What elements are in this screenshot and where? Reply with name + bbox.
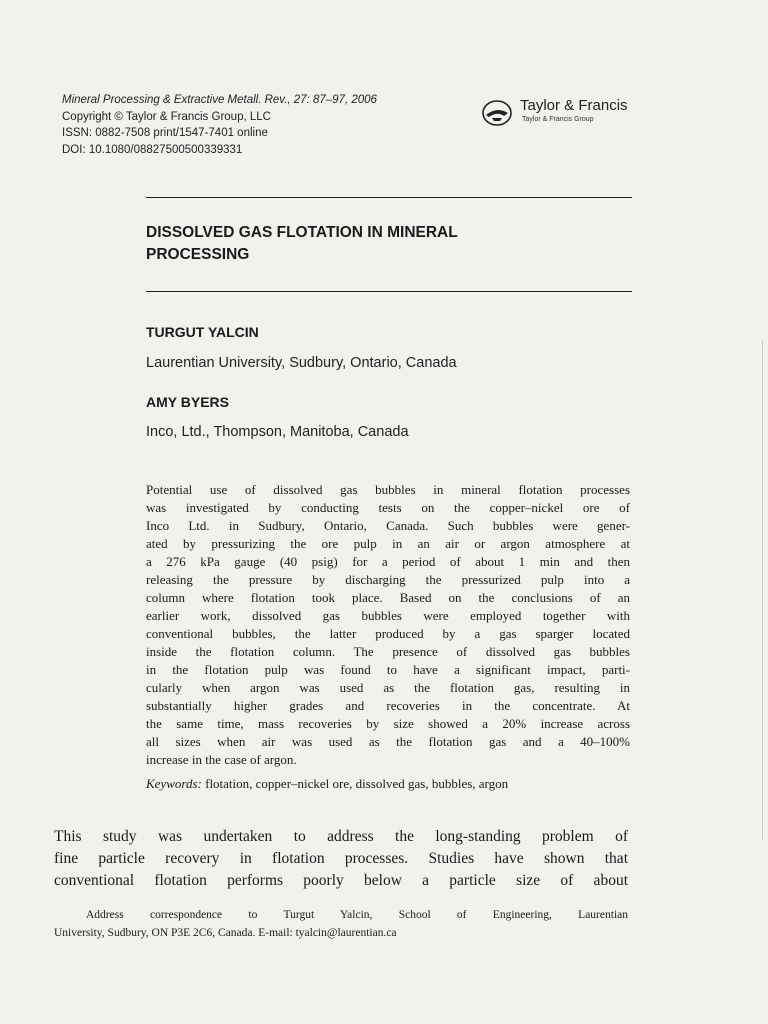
- abstract-line: releasing the pressure by discharging the pressurized pulp into a: [146, 572, 630, 587]
- author-affiliation: Inco, Ltd., Thompson, Manitoba, Canada: [146, 424, 409, 440]
- title-bottom-rule: [146, 291, 632, 292]
- abstract-line: inside the flotation column. The presence of dissolved gas bubbles: [146, 644, 630, 659]
- abstract-line: increase in the case of argon.: [146, 752, 297, 767]
- abstract-line: all sizes when air was used as the flotation gas and a 40–100%: [146, 734, 630, 749]
- abstract-line: in the flotation pulp was found to have a significant impact, parti-: [146, 662, 630, 677]
- footnote-line: University, Sudbury, ON P3E 2C6, Canada. E-mail: tyalcin@laurentian.ca: [54, 927, 397, 939]
- scan-edge-line: [762, 340, 763, 840]
- author-name: TURGUT YALCIN: [146, 324, 259, 340]
- keywords-text: flotation, copper–nickel ore, dissolved gas, bubbles, argon: [205, 776, 509, 791]
- body-line: conventional flotation performs poorly below a particle size of about: [54, 872, 628, 889]
- abstract-line: conventional bubbles, the latter produced by a gas sparger located: [146, 626, 630, 641]
- abstract-line: substantially higher grades and recoveries in the concentrate. At: [146, 698, 630, 713]
- journal-citation: Mineral Processing & Extractive Metall. Rev., 27: 87–97, 2006: [62, 94, 377, 106]
- doi-line: DOI: 10.1080/08827500500339331: [62, 143, 243, 156]
- abstract-line: was investigated by conducting tests on the copper–nickel ore of: [146, 500, 630, 515]
- publisher-name: Taylor & Francis: [520, 97, 628, 114]
- body-line: fine particle recovery in flotation processes. Studies have shown that: [54, 850, 628, 867]
- author-name: AMY BYERS: [146, 394, 229, 410]
- journal-header: [62, 92, 482, 158]
- author-affiliation: Laurentian University, Sudbury, Ontario, Canada: [146, 355, 457, 371]
- footnote-line: Address correspondence to Turgut Yalcin, School of Engineering, Laurentian: [86, 909, 628, 921]
- abstract-line: cularly when argon was used as the flotation gas, resulting in: [146, 680, 630, 695]
- publisher-emblem-icon: [480, 98, 514, 128]
- abstract-line: Inco Ltd. in Sudbury, Ontario, Canada. Such bubbles were gener-: [146, 518, 630, 533]
- title-top-rule: [146, 197, 632, 198]
- abstract-line: a 276 kPa gauge (40 psig) for a period of about 1 min and then: [146, 554, 630, 569]
- keywords-label: Keywords:: [146, 776, 202, 791]
- article-title: [146, 222, 626, 266]
- abstract-line: column where flotation took place. Based on the conclusions of an: [146, 590, 630, 605]
- body-text: [54, 826, 628, 892]
- abstract-line: ated by pressurizing the ore pulp in an air or argon atmosphere at: [146, 536, 630, 551]
- title-line: DISSOLVED GAS FLOTATION IN MINERAL: [146, 224, 458, 241]
- publisher-group: Taylor & Francis Group: [522, 116, 594, 123]
- abstract: [146, 481, 630, 769]
- keywords: [146, 776, 636, 792]
- abstract-line: the same time, mass recoveries by size showed a 20% increase across: [146, 716, 630, 731]
- publisher-logo: [480, 96, 650, 132]
- title-line: PROCESSING: [146, 246, 250, 263]
- copyright-line: Copyright © Taylor & Francis Group, LLC: [62, 110, 271, 123]
- body-line: This study was undertaken to address the long-standing problem of: [54, 828, 628, 845]
- abstract-line: earlier work, dissolved gas bubbles were employed together with: [146, 608, 630, 623]
- abstract-line: Potential use of dissolved gas bubbles in mineral flotation processes: [146, 482, 630, 497]
- correspondence-footnote: [54, 906, 628, 942]
- issn-line: ISSN: 0882-7508 print/1547-7401 online: [62, 127, 268, 139]
